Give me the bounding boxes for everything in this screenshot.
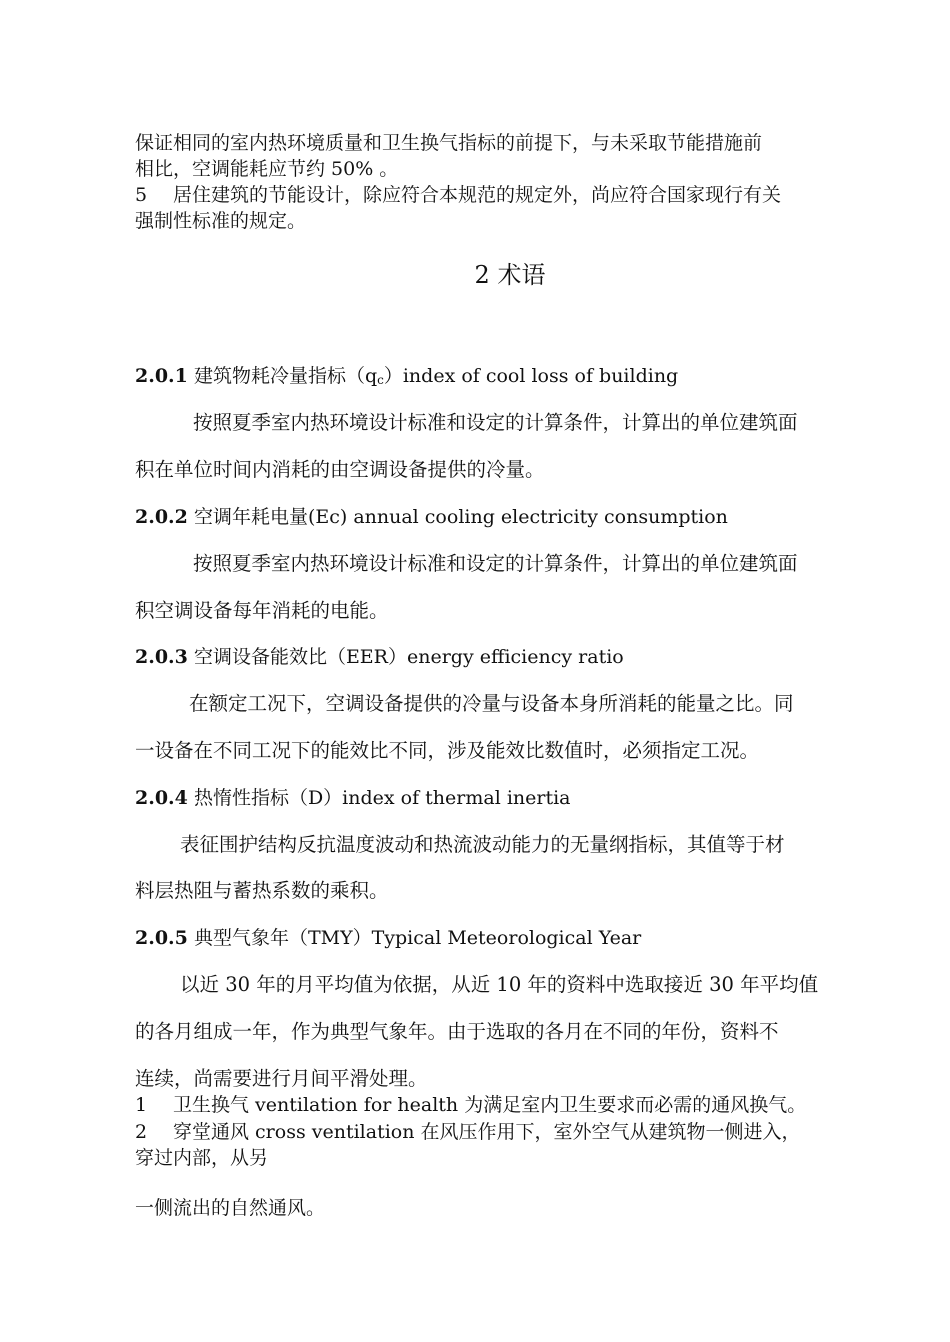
term-body-line: 积空调设备每年消耗的电能。 xyxy=(135,599,389,622)
term-body-line: 连续，尚需要进行月间平滑处理。 xyxy=(135,1067,428,1090)
term-body-line: 一设备在不同工况下的能效比不同，涉及能效比数值时，必须指定工况。 xyxy=(135,739,760,762)
list-item-2 xyxy=(135,1120,801,1144)
term-title-en: ）index of cool loss of building xyxy=(383,365,679,387)
item-number: 5 xyxy=(135,184,148,206)
item-number: 2 xyxy=(135,1121,148,1143)
term-body-line: 在额定工况下，空调设备提供的冷量与设备本身所消耗的能量之比。同 xyxy=(189,692,794,715)
term-number: 2.0.3 xyxy=(135,646,188,668)
item-number: 1 xyxy=(135,1094,148,1116)
term-title: 热惰性指标（D）index of thermal inertia xyxy=(193,787,571,809)
item-text: 穿堂通风 cross ventilation 在风压作用下，室外空气从建筑物一侧进入， xyxy=(173,1121,801,1143)
term-heading-2-0-5 xyxy=(135,926,641,950)
term-number: 2.0.5 xyxy=(135,927,188,949)
term-title: 建筑物耗冷量指标（q xyxy=(193,365,378,387)
term-body-line: 按照夏季室内热环境设计标准和设定的计算条件，计算出的单位建筑面 xyxy=(193,552,798,575)
term-subscript: c xyxy=(377,373,384,387)
term-title: 空调年耗电量(Ec) annual cooling electricity consumption xyxy=(193,506,728,528)
term-heading-2-0-4 xyxy=(135,786,571,810)
intro-line-1: 保证相同的室内热环境质量和卫生换气指标的前提下，与未采取节能措施前 xyxy=(135,132,763,154)
intro-item-5-cont: 强制性标准的规定。 xyxy=(135,210,307,232)
term-title: 空调设备能效比（EER）energy efficiency ratio xyxy=(193,646,624,668)
term-number: 2.0.1 xyxy=(135,365,188,387)
item-text: 卫生换气 ventilation for health 为满足室内卫生要求而必需的通风换气。 xyxy=(173,1094,807,1116)
tail-line: 一侧流出的自然通风。 xyxy=(135,1197,326,1219)
term-number: 2.0.2 xyxy=(135,506,188,528)
term-number: 2.0.4 xyxy=(135,787,188,809)
term-body-line: 以近 30 年的月平均值为依据，从近 10 年的资料中选取接近 30 年平均值 xyxy=(180,973,819,996)
item-text: 居住建筑的节能设计，除应符合本规范的规定外，尚应符合国家现行有关 xyxy=(173,184,782,206)
intro-line-2: 相比，空调能耗应节约 50% 。 xyxy=(135,158,399,180)
term-body-line: 表征围护结构反抗温度波动和热流波动能力的无量纲指标，其值等于材 xyxy=(180,833,785,856)
list-item-1 xyxy=(135,1093,806,1117)
section-title: 2 术语 xyxy=(474,261,546,289)
list-item-2-cont: 穿过内部，从另 xyxy=(135,1147,269,1169)
intro-item-5 xyxy=(135,183,781,207)
term-body-line: 按照夏季室内热环境设计标准和设定的计算条件，计算出的单位建筑面 xyxy=(193,411,798,434)
term-heading-2-0-1 xyxy=(135,364,678,392)
term-body-line: 积在单位时间内消耗的由空调设备提供的冷量。 xyxy=(135,458,545,481)
term-body-line: 料层热阻与蓄热系数的乘积。 xyxy=(135,879,389,902)
term-heading-2-0-2 xyxy=(135,505,728,529)
term-title: 典型气象年（TMY）Typical Meteorological Year xyxy=(193,927,642,949)
term-heading-2-0-3 xyxy=(135,645,624,669)
term-body-line: 的各月组成一年，作为典型气象年。由于选取的各月在不同的年份，资料不 xyxy=(135,1020,779,1043)
